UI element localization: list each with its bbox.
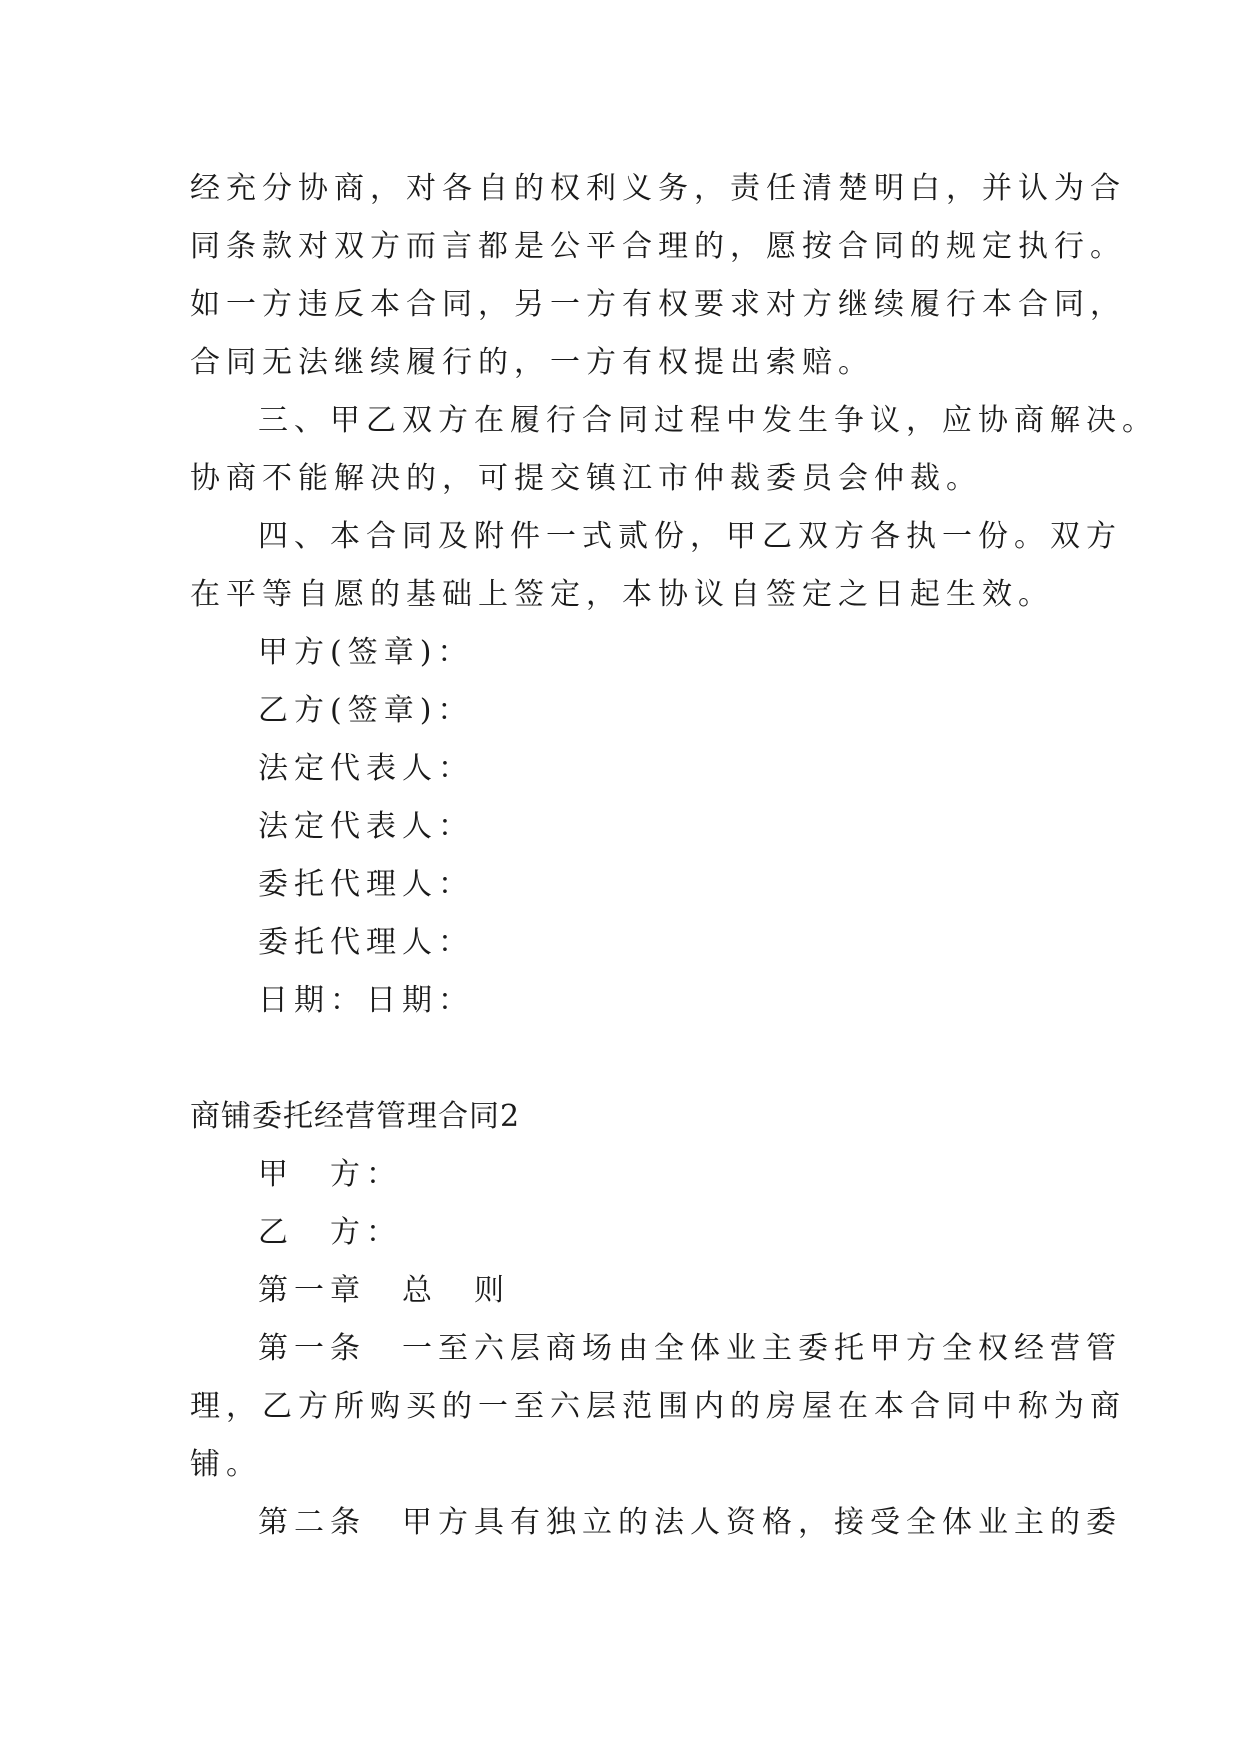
paragraph-line: 协商不能解决的，可提交镇江市仲裁委员会仲裁。 (190, 461, 982, 496)
signature-line: 乙方(签章)： (258, 693, 474, 728)
signature-line: 法定代表人： (258, 751, 474, 786)
paragraph-line: 在平等自愿的基础上签定，本协议自签定之日起生效。 (190, 577, 1054, 612)
paragraph-line: 乙 方： (258, 1215, 402, 1250)
paragraph-line: 铺。 (190, 1447, 262, 1482)
signature-line: 委托代理人： (258, 867, 474, 902)
paragraph-line: 经充分协商，对各自的权利义务，责任清楚明白，并认为合 (190, 171, 1126, 206)
signature-line: 委托代理人： (258, 925, 474, 960)
paragraph-line: 四、本合同及附件一式贰份，甲乙双方各执一份。双方 (258, 519, 1122, 554)
signature-line: 法定代表人： (258, 809, 474, 844)
signature-line: 日期：日期： (258, 983, 474, 1018)
signature-block (190, 624, 1050, 1030)
contract-clauses-part2 (190, 1146, 1126, 1552)
paragraph-line: 如一方违反本合同，另一方有权要求对方继续履行本合同， (190, 287, 1126, 322)
paragraph-line: 第二条 甲方具有独立的法人资格，接受全体业主的委 (258, 1505, 1122, 1540)
paragraph-line: 理，乙方所购买的一至六层范围内的房屋在本合同中称为商 (190, 1389, 1126, 1424)
document-page (190, 160, 1158, 1552)
paragraph-line: 同条款对双方而言都是公平合理的，愿按合同的规定执行。 (190, 229, 1126, 264)
paragraph-line: 三、甲乙双方在履行合同过程中发生争议，应协商解决。 (258, 403, 1158, 438)
section-gap (190, 1030, 1050, 1088)
signature-line: 甲方(签章)： (258, 635, 474, 670)
paragraph-line: 合同无法继续履行的，一方有权提出索赔。 (190, 345, 874, 380)
contract-clauses-part1 (190, 160, 1158, 624)
paragraph-line: 甲 方： (258, 1157, 402, 1192)
paragraph-line: 第一条 一至六层商场由全体业主委托甲方全权经营管 (258, 1331, 1122, 1366)
section-title: 商铺委托经营管理合同2 (190, 1099, 521, 1134)
paragraph-line: 第一章 总 则 (258, 1273, 510, 1308)
